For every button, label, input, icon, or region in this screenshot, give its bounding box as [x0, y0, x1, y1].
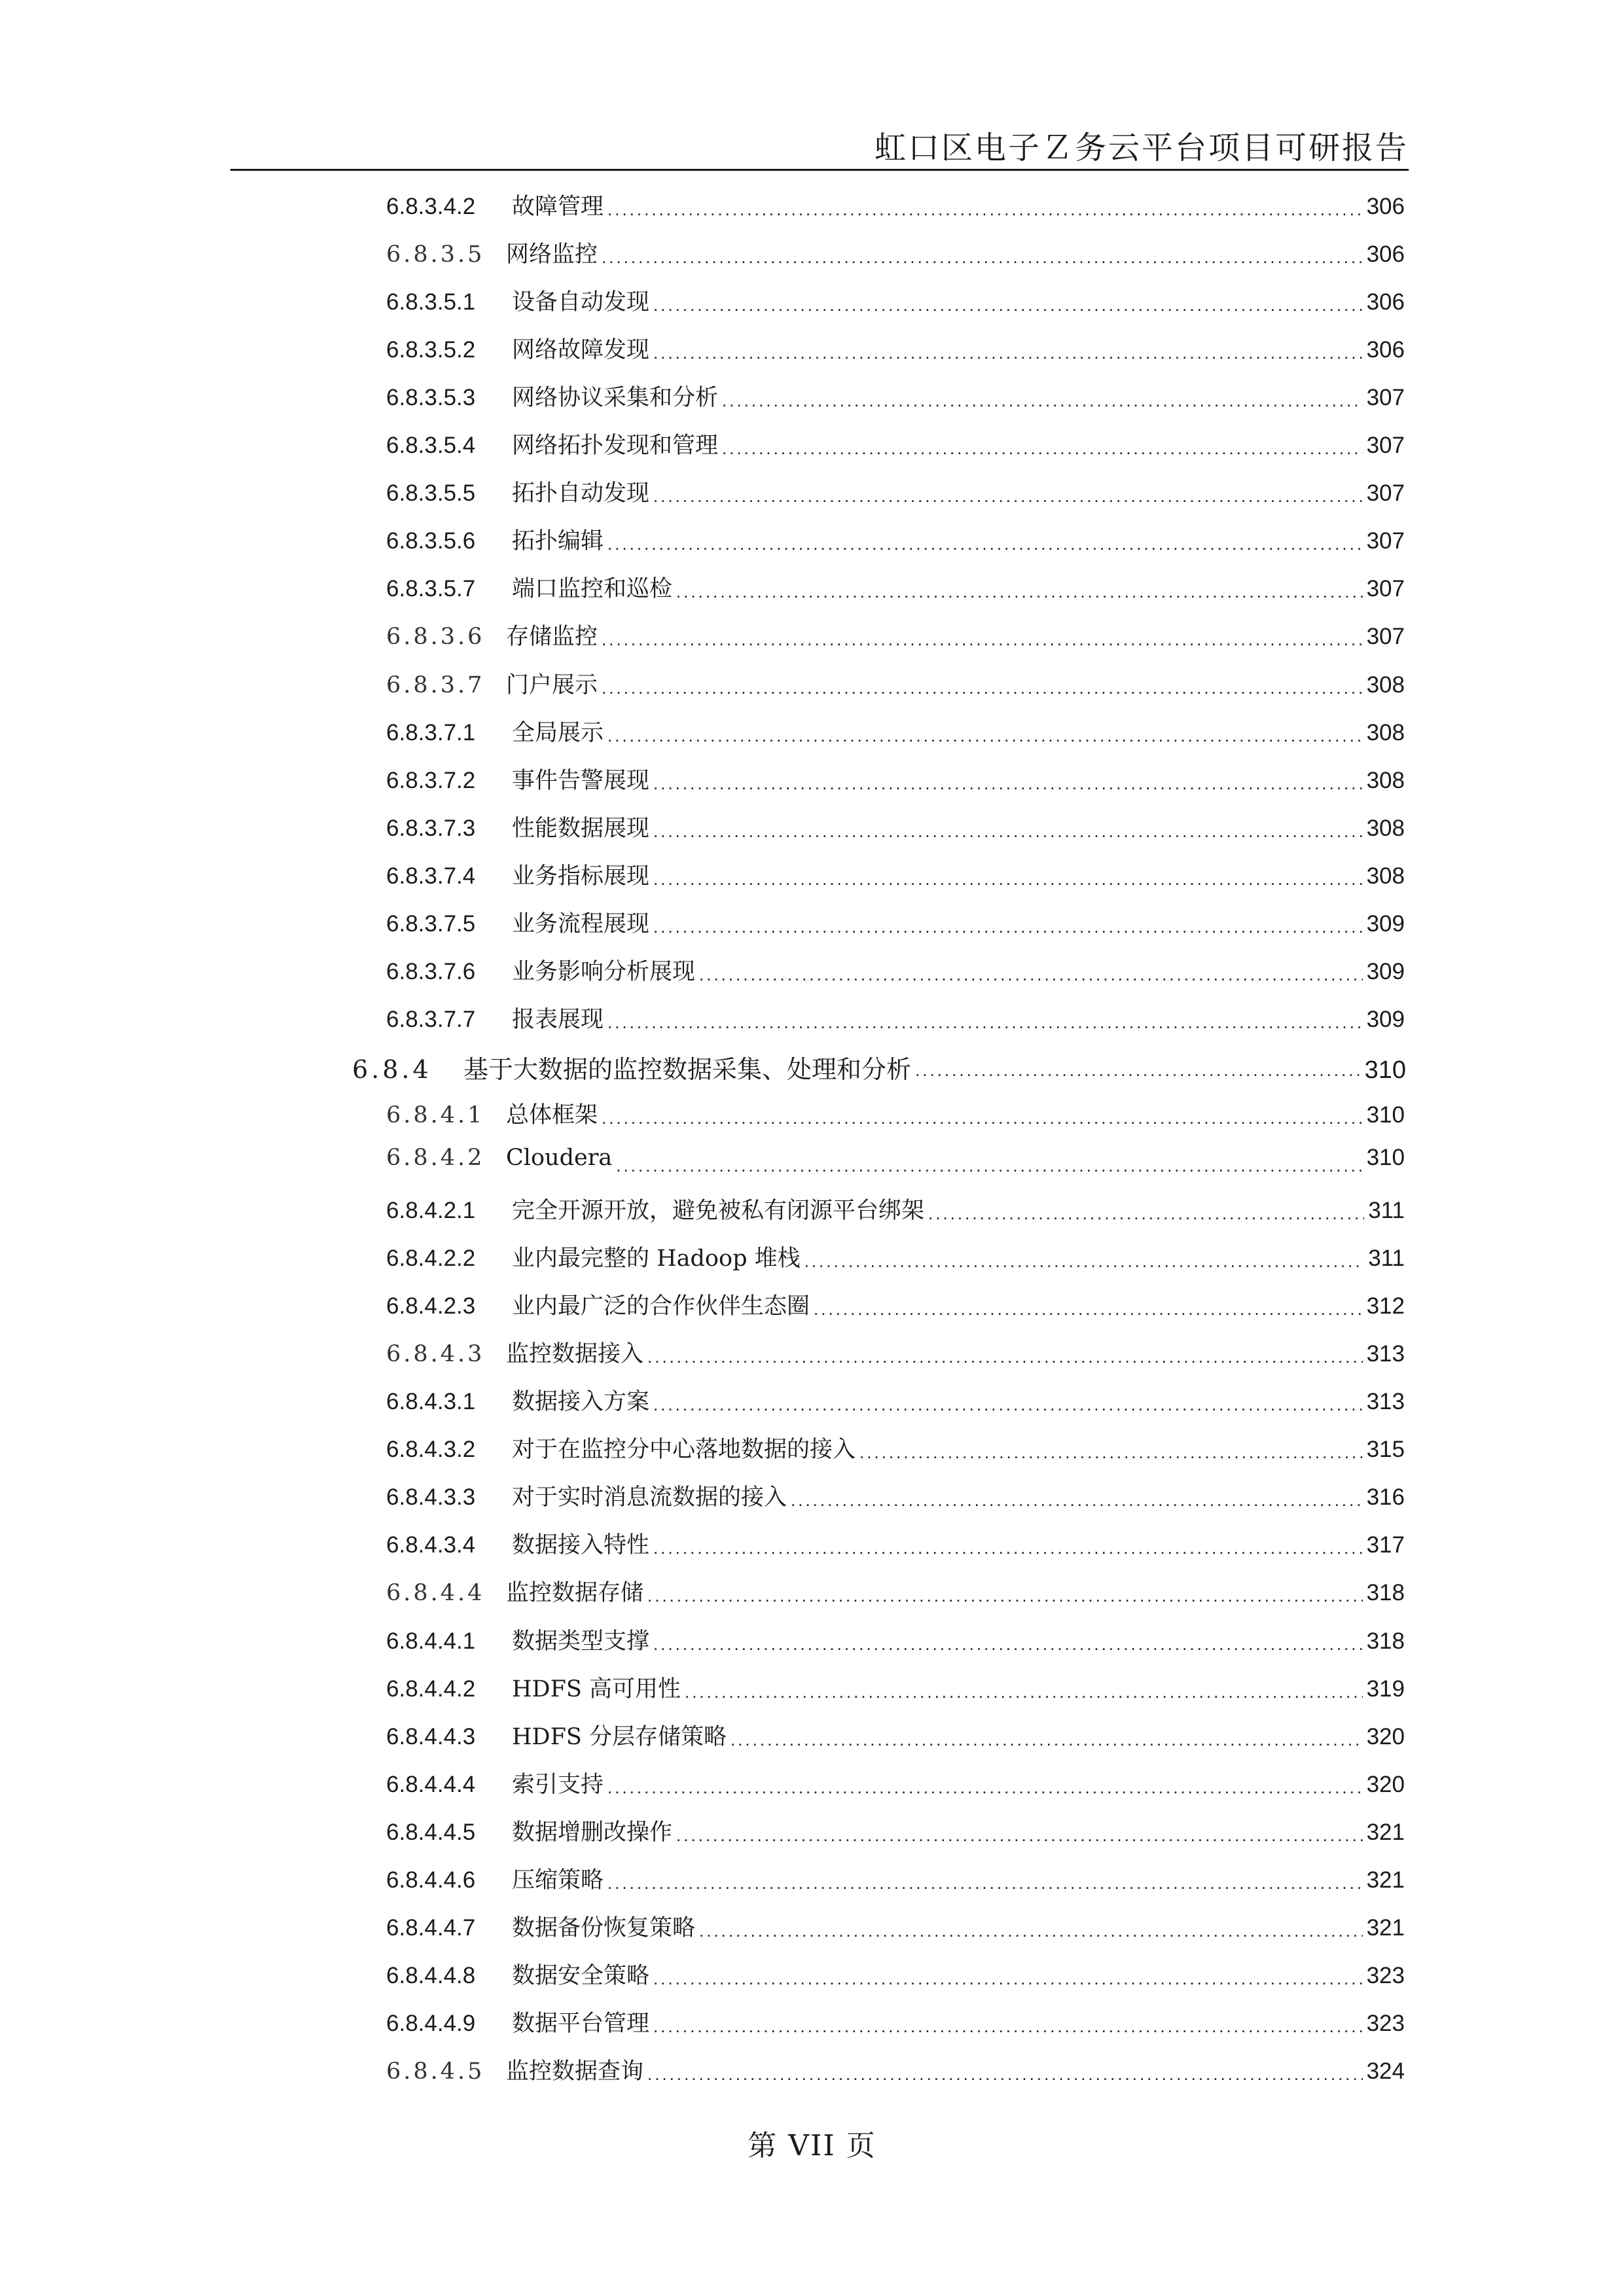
toc-entry-title: 网络故障发现 — [512, 337, 650, 363]
toc-entry[interactable] — [386, 332, 1405, 371]
toc-dot-leader — [653, 338, 1363, 365]
toc-entry-page: 318 — [1366, 1580, 1405, 1605]
toc-entry[interactable] — [386, 571, 1405, 610]
toc-entry[interactable] — [386, 236, 1405, 276]
toc-entry-number: 6.8.3.4.2 — [386, 194, 476, 219]
toc-entry-title: 性能数据展现 — [512, 816, 650, 842]
toc-entry-page: 308 — [1366, 672, 1405, 698]
toc-entry-title: 事件告警展现 — [512, 768, 650, 794]
toc-entry-page: 307 — [1366, 480, 1405, 506]
toc-dot-leader — [653, 291, 1363, 317]
toc-entry-page: 310 — [1366, 1145, 1405, 1170]
toc-entry-page: 307 — [1366, 576, 1405, 601]
toc-entry-page: 306 — [1366, 337, 1405, 363]
toc-dot-leader — [653, 1390, 1363, 1416]
toc-dot-leader — [602, 1103, 1363, 1130]
toc-dot-leader — [647, 1581, 1363, 1607]
toc-entry[interactable] — [386, 427, 1405, 467]
toc-entry-title: 设备自动发现 — [512, 289, 650, 315]
toc-dot-leader — [653, 865, 1363, 891]
toc-entry-title: 全局展示 — [512, 720, 604, 746]
toc-dot-leader — [928, 1199, 1364, 1225]
toc-entry[interactable] — [386, 1527, 1405, 1566]
toc-entry-number: 6.8.4.3.2 — [386, 1437, 476, 1462]
toc-entry-page: 309 — [1366, 1007, 1405, 1032]
toc-dot-leader — [722, 386, 1363, 412]
toc-entry-number: 6.8.3.5.3 — [386, 385, 476, 410]
toc-entry-title: 监控数据接入 — [506, 1341, 644, 1367]
toc-entry-page: 307 — [1366, 624, 1405, 649]
toc-dot-leader — [653, 1534, 1363, 1560]
toc-entry-page: 317 — [1366, 1532, 1405, 1558]
toc-dot-leader — [602, 625, 1363, 651]
toc-dot-leader — [699, 1916, 1363, 1943]
toc-entry-number: 6.8.4.4.7 — [386, 1915, 476, 1941]
toc-dot-leader — [699, 960, 1363, 986]
toc-entry-number: 6.8.3.7.1 — [386, 720, 476, 745]
toc-entry-title: 故障管理 — [512, 194, 604, 220]
toc-entry-title: 业务流程展现 — [512, 911, 650, 937]
toc-entry-number: 6.8.3.6 — [386, 624, 485, 650]
toc-entry-page: 309 — [1366, 911, 1405, 937]
toc-entry-number: 6.8.3.5.2 — [386, 337, 476, 363]
toc-entry-number: 6.8.3.5.7 — [386, 576, 476, 601]
toc-dot-leader — [685, 1677, 1363, 1704]
toc-entry-number: 6.8.3.7.6 — [386, 959, 476, 984]
toc-entry-title: 拓扑自动发现 — [512, 480, 650, 507]
toc-entry-page: 321 — [1366, 1915, 1405, 1941]
toc-entry-title: 数据接入特性 — [512, 1532, 650, 1558]
toc-entry-page: 321 — [1366, 1820, 1405, 1845]
toc-entry[interactable] — [386, 1479, 1405, 1518]
toc-entry-title: 存储监控 — [506, 624, 598, 650]
toc-entry[interactable] — [386, 1384, 1405, 1423]
toc-entry-page: 308 — [1366, 720, 1405, 745]
toc-entry-number: 6.8.4.3.1 — [386, 1389, 476, 1414]
toc-entry[interactable] — [386, 1336, 1405, 1375]
toc-entry-number: 6.8.3.7.5 — [386, 911, 476, 937]
toc-entry-title: HDFS 高可用性 — [512, 1676, 681, 1702]
toc-entry[interactable] — [386, 667, 1405, 706]
toc-entry-title: 数据平台管理 — [512, 2011, 650, 2037]
toc-entry[interactable] — [386, 1145, 1405, 1184]
toc-entry-title: 基于大数据的监控数据采集、处理和分析 — [463, 1055, 912, 1084]
toc-entry-title: 数据备份恢复策略 — [512, 1915, 696, 1941]
toc-dot-leader — [607, 1869, 1363, 1895]
toc-entry-number: 6.8.4.3.4 — [386, 1532, 476, 1558]
toc-dot-leader — [607, 195, 1363, 221]
toc-entry-title: 端口监控和巡检 — [512, 576, 673, 602]
toc-entry[interactable] — [386, 1814, 1405, 1854]
toc-entry-title: 报表展现 — [512, 1007, 604, 1033]
toc-entry-title: 完全开源开放，避免被私有闭源平台绑架 — [512, 1198, 925, 1224]
toc-entry[interactable] — [386, 762, 1405, 802]
toc-entry-page: 309 — [1366, 959, 1405, 984]
toc-entry-number: 6.8.4.4 — [386, 1580, 485, 1606]
toc-dot-leader — [722, 434, 1363, 460]
toc-entry-title: 索引支持 — [512, 1772, 604, 1798]
toc-entry-title: Cloudera — [506, 1145, 613, 1171]
toc-dot-leader — [616, 1151, 1362, 1177]
toc-entry-page: 308 — [1366, 768, 1405, 793]
toc-dot-leader — [653, 1630, 1363, 1656]
toc-entry-number: 6.8.4.2.1 — [386, 1198, 476, 1223]
toc-entry-page: 313 — [1366, 1389, 1405, 1414]
toc-dot-leader — [653, 817, 1363, 843]
toc-entry-number: 6.8.4.3 — [386, 1341, 485, 1367]
toc-dot-leader — [653, 769, 1363, 795]
toc-entry[interactable] — [386, 475, 1405, 514]
toc-entry[interactable] — [386, 1240, 1405, 1280]
toc-entry-number: 6.8.4.4.1 — [386, 1628, 476, 1654]
toc-entry[interactable] — [386, 858, 1405, 897]
toc-entry[interactable] — [386, 1288, 1405, 1327]
toc-entry-title: 门户展示 — [506, 672, 598, 698]
toc-entry-number: 6.8.3.7.4 — [386, 863, 476, 889]
toc-entry-number: 6.8.4.2.2 — [386, 1246, 476, 1271]
toc-entry-title: 对于在监控分中心落地数据的接入 — [512, 1437, 856, 1463]
toc-entry-number: 6.8.4.2 — [386, 1145, 485, 1171]
toc-entry[interactable] — [386, 1671, 1405, 1710]
toc-entry-number: 6.8.3.5 — [386, 242, 485, 268]
toc-entry-title: HDFS 分层存储策略 — [512, 1724, 727, 1750]
toc-entry-title: 对于实时消息流数据的接入 — [512, 1484, 787, 1511]
toc-entry-page: 316 — [1366, 1484, 1405, 1510]
toc-entry[interactable] — [386, 2053, 1405, 2092]
toc-dot-leader — [607, 721, 1363, 747]
toc-entry-title: 总体框架 — [506, 1102, 598, 1128]
toc-entry-page: 319 — [1366, 1676, 1405, 1702]
toc-entry-number: 6.8.3.5.1 — [386, 289, 476, 315]
toc-entry-number: 6.8.3.7.7 — [386, 1007, 476, 1032]
toc-dot-leader — [653, 912, 1363, 939]
toc-entry-title: 拓扑编辑 — [512, 528, 604, 554]
toc-entry-number: 6.8.4.4.2 — [386, 1676, 476, 1702]
toc-entry-page: 321 — [1366, 1867, 1405, 1893]
toc-entry[interactable] — [386, 2005, 1405, 2045]
toc-entry[interactable] — [386, 1767, 1405, 1806]
toc-entry-page: 306 — [1366, 194, 1405, 219]
toc-dot-leader — [647, 2060, 1363, 2086]
toc-entry-page: 306 — [1366, 289, 1405, 315]
toc-entry[interactable] — [386, 523, 1405, 562]
toc-entry-page: 308 — [1366, 863, 1405, 889]
toc-entry-page: 318 — [1366, 1628, 1405, 1654]
toc-entry-page: 306 — [1366, 242, 1405, 267]
toc-entry[interactable] — [386, 1623, 1405, 1662]
toc-entry-number: 6.8.3.7 — [386, 672, 485, 698]
toc-entry[interactable] — [352, 1049, 1406, 1088]
toc-entry-page: 320 — [1366, 1772, 1405, 1797]
toc-entry[interactable] — [386, 954, 1405, 993]
document-title: 虹口区电子Ｚ务云平台项目可研报告 — [874, 130, 1409, 166]
toc-entry-title: 监控数据查询 — [506, 2058, 644, 2085]
toc-entry-title: 业内最广泛的合作伙伴生态圈 — [512, 1293, 810, 1319]
toc-entry-number: 6.8.4.4.4 — [386, 1772, 476, 1797]
toc-entry-number: 6.8.3.5.5 — [386, 480, 476, 506]
toc-entry-number: 6.8.3.7.3 — [386, 816, 476, 841]
toc-entry-title: 数据安全策略 — [512, 1963, 650, 1989]
toc-entry-number: 6.8.4.4.6 — [386, 1867, 476, 1893]
toc-entry-number: 6.8.4 — [352, 1055, 432, 1084]
toc-entry[interactable] — [386, 810, 1405, 850]
toc-dot-leader — [602, 243, 1363, 269]
toc-dot-leader — [607, 529, 1363, 556]
toc-entry-number: 6.8.4.4.5 — [386, 1820, 476, 1845]
toc-dot-leader — [647, 1342, 1363, 1369]
toc-entry-title: 网络协议采集和分析 — [512, 385, 719, 411]
toc-entry[interactable] — [386, 906, 1405, 945]
toc-entry[interactable] — [386, 1958, 1405, 1997]
toc-entry[interactable] — [386, 1575, 1405, 1614]
toc-entry[interactable] — [386, 619, 1405, 658]
toc-entry[interactable] — [386, 715, 1405, 754]
toc-entry-number: 6.8.4.4.9 — [386, 2011, 476, 2036]
toc-dot-leader — [602, 673, 1363, 700]
toc-dot-leader — [915, 1056, 1361, 1082]
toc-entry-page: 311 — [1368, 1198, 1405, 1223]
toc-dot-leader — [676, 577, 1363, 603]
page-number: 第 VII 页 — [748, 2129, 876, 2162]
toc-entry-page: 313 — [1366, 1341, 1405, 1367]
toc-entry[interactable] — [386, 1001, 1405, 1041]
toc-entry-title: 压缩策略 — [512, 1867, 604, 1893]
toc-entry-page: 310 — [1364, 1056, 1406, 1084]
toc-entry-page: 323 — [1366, 2011, 1405, 2036]
toc-entry[interactable] — [386, 188, 1405, 228]
toc-entry-number: 6.8.4.4.8 — [386, 1963, 476, 1988]
toc-entry-page: 307 — [1366, 433, 1405, 458]
toc-entry-title: 数据增删改操作 — [512, 1820, 673, 1846]
toc-entry[interactable] — [386, 1097, 1405, 1136]
toc-entry-page: 307 — [1366, 528, 1405, 554]
toc-entry-page: 312 — [1366, 1293, 1405, 1319]
toc-entry-title: 网络拓扑发现和管理 — [512, 433, 719, 459]
toc-entry-number: 6.8.4.3.3 — [386, 1484, 476, 1510]
toc-entry-page: 324 — [1366, 2058, 1405, 2084]
toc-dot-leader — [804, 1247, 1365, 1273]
toc-entry[interactable] — [386, 1862, 1405, 1901]
toc-entry-number: 6.8.3.7.2 — [386, 768, 476, 793]
toc-entry-number: 6.8.4.4.3 — [386, 1724, 476, 1749]
toc-entry-number: 6.8.4.2.3 — [386, 1293, 476, 1319]
toc-entry[interactable] — [386, 1719, 1405, 1758]
page-header — [230, 115, 1409, 171]
toc-entry-title: 数据接入方案 — [512, 1389, 650, 1415]
toc-entry[interactable] — [386, 1431, 1405, 1471]
toc-entry[interactable] — [386, 1910, 1405, 1949]
toc-dot-leader — [676, 1821, 1363, 1847]
toc-dot-leader — [653, 1964, 1363, 1990]
toc-entry[interactable] — [386, 284, 1405, 323]
toc-entry-title: 业内最完整的 Hadoop 堆栈 — [512, 1246, 801, 1272]
toc-entry-number: 6.8.3.5.6 — [386, 528, 476, 554]
toc-entry-title: 业务指标展现 — [512, 863, 650, 889]
toc-entry-title: 业务影响分析展现 — [512, 959, 696, 985]
toc-entry-page: 311 — [1368, 1246, 1405, 1271]
toc-entry-number: 6.8.3.5.4 — [386, 433, 476, 458]
toc-dot-leader — [653, 2012, 1363, 2038]
toc-dot-leader — [731, 1725, 1363, 1751]
toc-dot-leader — [814, 1295, 1363, 1321]
toc-entry-page: 323 — [1366, 1963, 1405, 1988]
toc-entry-page: 315 — [1366, 1437, 1405, 1462]
toc-entry-page: 308 — [1366, 816, 1405, 841]
toc-entry-title: 监控数据存储 — [506, 1580, 644, 1606]
toc-entry[interactable] — [386, 1193, 1405, 1232]
toc-entry[interactable] — [386, 380, 1405, 419]
toc-dot-leader — [653, 482, 1363, 508]
toc-dot-leader — [607, 1008, 1363, 1034]
toc-dot-leader — [607, 1773, 1363, 1799]
toc-entry-page: 320 — [1366, 1724, 1405, 1749]
toc-entry-title: 数据类型支撑 — [512, 1628, 650, 1655]
toc-dot-leader — [859, 1438, 1363, 1464]
toc-dot-leader — [791, 1486, 1363, 1512]
toc-entry-title: 网络监控 — [506, 242, 598, 268]
toc-entry-page: 310 — [1366, 1102, 1405, 1128]
toc-entry-number: 6.8.4.1 — [386, 1102, 485, 1128]
toc-entry-page: 307 — [1366, 385, 1405, 410]
toc-entry-number: 6.8.4.5 — [386, 2058, 485, 2085]
